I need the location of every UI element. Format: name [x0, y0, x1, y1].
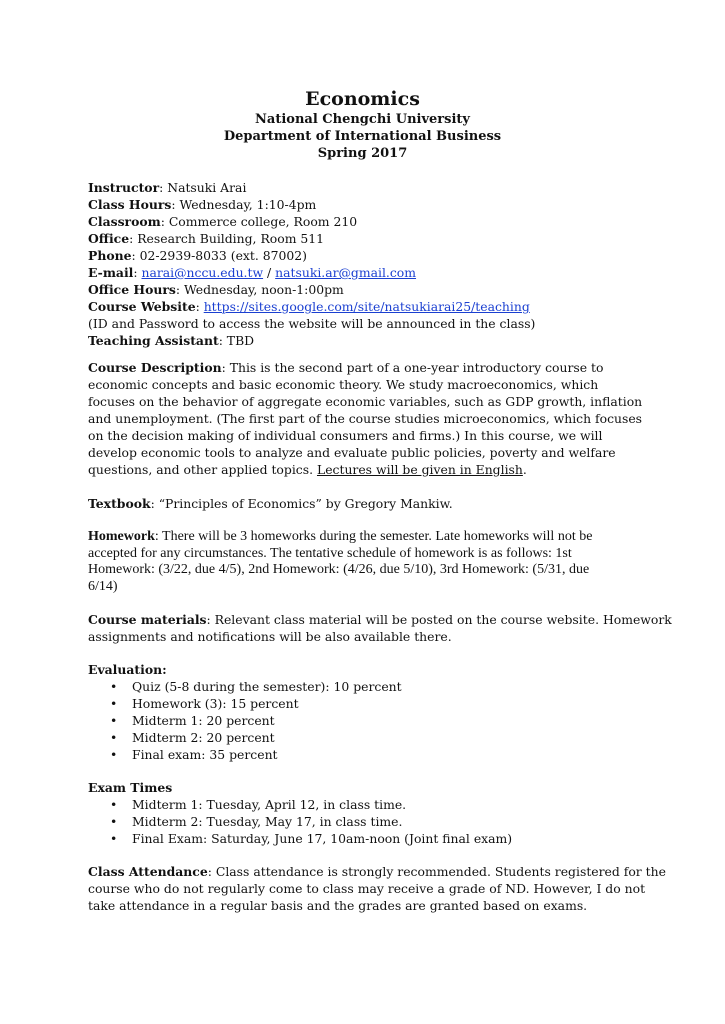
english-lectures-note: Lectures will be given in English [316, 462, 523, 477]
course-description: Course Description: This is the second part of a one-year introductory course to economic concepts and basic economic theory. We study macroeconomics, which focuses on the behavior of aggregate economic variables, such as GDP growth, inflation and unemployment. (The first part of the course studies microeconomics, which focuses on the decision making of individual consumers and firms.) In this course, we will develop economic tools to analyze and evaluate public policies, poverty and welfare questions, and other applied topics. Lectures will be given in English. [88, 359, 648, 478]
materials-label: Course materials [88, 612, 207, 627]
exam-times-heading: Exam Times [88, 780, 173, 795]
homework-line: : There will be 3 homeworks during the semester. Late homeworks will not be [154, 529, 593, 544]
website-label: Course Website [88, 299, 196, 314]
bullet-icon: • [110, 747, 118, 762]
class-hours-label: Class Hours [88, 197, 172, 212]
homework-line: Homework: (3/22, due 4/5), 2nd Homework: (4/26, due 5/10), 3rd Homework: (5/31, due [88, 562, 590, 578]
website-note: (ID and Password to access the website will be announced in the class) [88, 316, 536, 331]
office-hours-value: : Wednesday, noon-1:00pm [175, 282, 344, 297]
website-colon: : [195, 299, 204, 314]
description-label: Course Description [88, 360, 222, 375]
exam-times-section [88, 779, 648, 847]
email-line [88, 264, 648, 281]
phone-line [88, 247, 648, 264]
homework-line: 6/14) [88, 578, 118, 594]
bullet-icon: • [110, 797, 118, 812]
email-link-gmail[interactable]: natsuki.ar@gmail.com [275, 265, 417, 280]
classroom-value: : Commerce college, Room 210 [160, 214, 358, 229]
bullet-icon: • [110, 730, 118, 745]
classroom-line [88, 213, 648, 230]
bullet-icon: • [110, 713, 118, 728]
bullet-icon: • [110, 831, 118, 846]
description-line: and unemployment. (The first part of the course studies microeconomics, which focuses [88, 411, 643, 426]
class-hours-value: : Wednesday, 1:10-4pm [171, 197, 317, 212]
materials-line: assignments and notifications will be also available there. [88, 629, 452, 644]
attendance-section [88, 863, 666, 914]
term: Spring 2017 [317, 146, 408, 161]
evaluation-list [88, 678, 648, 763]
list-item: • Midterm 1: 20 percent [110, 713, 275, 728]
email-separator: / [263, 265, 276, 280]
exam-times-list [88, 796, 648, 847]
instructor-value: : Natsuki Arai [159, 180, 247, 195]
attendance-label: Class Attendance [88, 864, 208, 879]
office-label: Office [88, 231, 130, 246]
email-link-nccu[interactable]: narai@nccu.edu.tw [141, 265, 264, 280]
bullet-icon: • [110, 696, 118, 711]
homework-section [88, 529, 648, 595]
textbook-value: : “Principles of Economics” by Gregory Mankiw. [150, 496, 453, 511]
description-line: on the decision making of individual consumers and firms.) In this course, we will [88, 428, 603, 443]
email-colon: : [133, 265, 142, 280]
description-line: questions, and other applied topics. [88, 462, 317, 477]
list-item: • Final Exam: Saturday, June 17, 10am-noon (Joint final exam) [110, 831, 513, 846]
office-hours-label: Office Hours [88, 282, 176, 297]
list-item: • Midterm 2: Tuesday, May 17, in class time. [110, 814, 403, 829]
university-name: National Chengchi University [255, 112, 470, 127]
phone-label: Phone [88, 248, 132, 263]
homework-label: Homework [88, 529, 155, 544]
bullet-icon: • [110, 679, 118, 694]
classroom-label: Classroom [88, 214, 161, 229]
page-title: Economics [305, 88, 420, 110]
homework-line: accepted for any circumstances. The tentative schedule of homework is as follows: 1st [88, 545, 572, 561]
materials-section [88, 611, 672, 645]
class-hours-line [88, 196, 648, 213]
website-line [88, 298, 648, 315]
description-line: : This is the second part of a one-year introductory course to [221, 360, 604, 375]
attendance-line: : Class attendance is strongly recommended. Students registered for the [207, 864, 666, 879]
office-hours-line [88, 281, 648, 298]
course-info [88, 179, 648, 349]
list-item: • Midterm 1: Tuesday, April 12, in class time. [110, 797, 407, 812]
list-item: • Final exam: 35 percent [110, 747, 278, 762]
list-item: • Homework (3): 15 percent [110, 696, 299, 711]
attendance-line: take attendance in a regular basis and the grades are granted based on exams. [88, 898, 588, 913]
materials-line: : Relevant class material will be posted on the course website. Homework [206, 612, 672, 627]
list-item: • Quiz (5-8 during the semester): 10 percent [110, 679, 402, 694]
attendance-line: course who do not regularly come to class may receive a grade of ND. However, I do not [88, 881, 646, 896]
bullet-icon: • [110, 814, 118, 829]
course-website-link[interactable]: https://sites.google.com/site/natsukiarai25/teaching [203, 299, 530, 314]
evaluation-heading: Evaluation: [88, 662, 167, 677]
email-label: E-mail [88, 265, 134, 280]
textbook-section [88, 495, 648, 512]
textbook-label: Textbook [88, 496, 151, 511]
ta-label: Teaching Assistant [88, 333, 219, 348]
description-line: develop economic tools to analyze and evaluate public policies, poverty and welfare [88, 445, 616, 460]
ta-value: : TBD [218, 333, 255, 348]
office-line [88, 230, 648, 247]
instructor-line [88, 179, 648, 196]
department-name: Department of International Business [223, 129, 502, 144]
instructor-label: Instructor [88, 180, 160, 195]
evaluation-section [88, 661, 648, 763]
list-item: • Midterm 2: 20 percent [110, 730, 275, 745]
phone-value: : 02-2939-8033 (ext. 87002) [131, 248, 308, 263]
description-line: focuses on the behavior of aggregate economic variables, such as GDP growth, inflation [88, 394, 643, 409]
ta-line [88, 332, 648, 349]
description-line: economic concepts and basic economic theory. We study macroeconomics, which [88, 377, 599, 392]
office-value: : Research Building, Room 511 [129, 231, 325, 246]
